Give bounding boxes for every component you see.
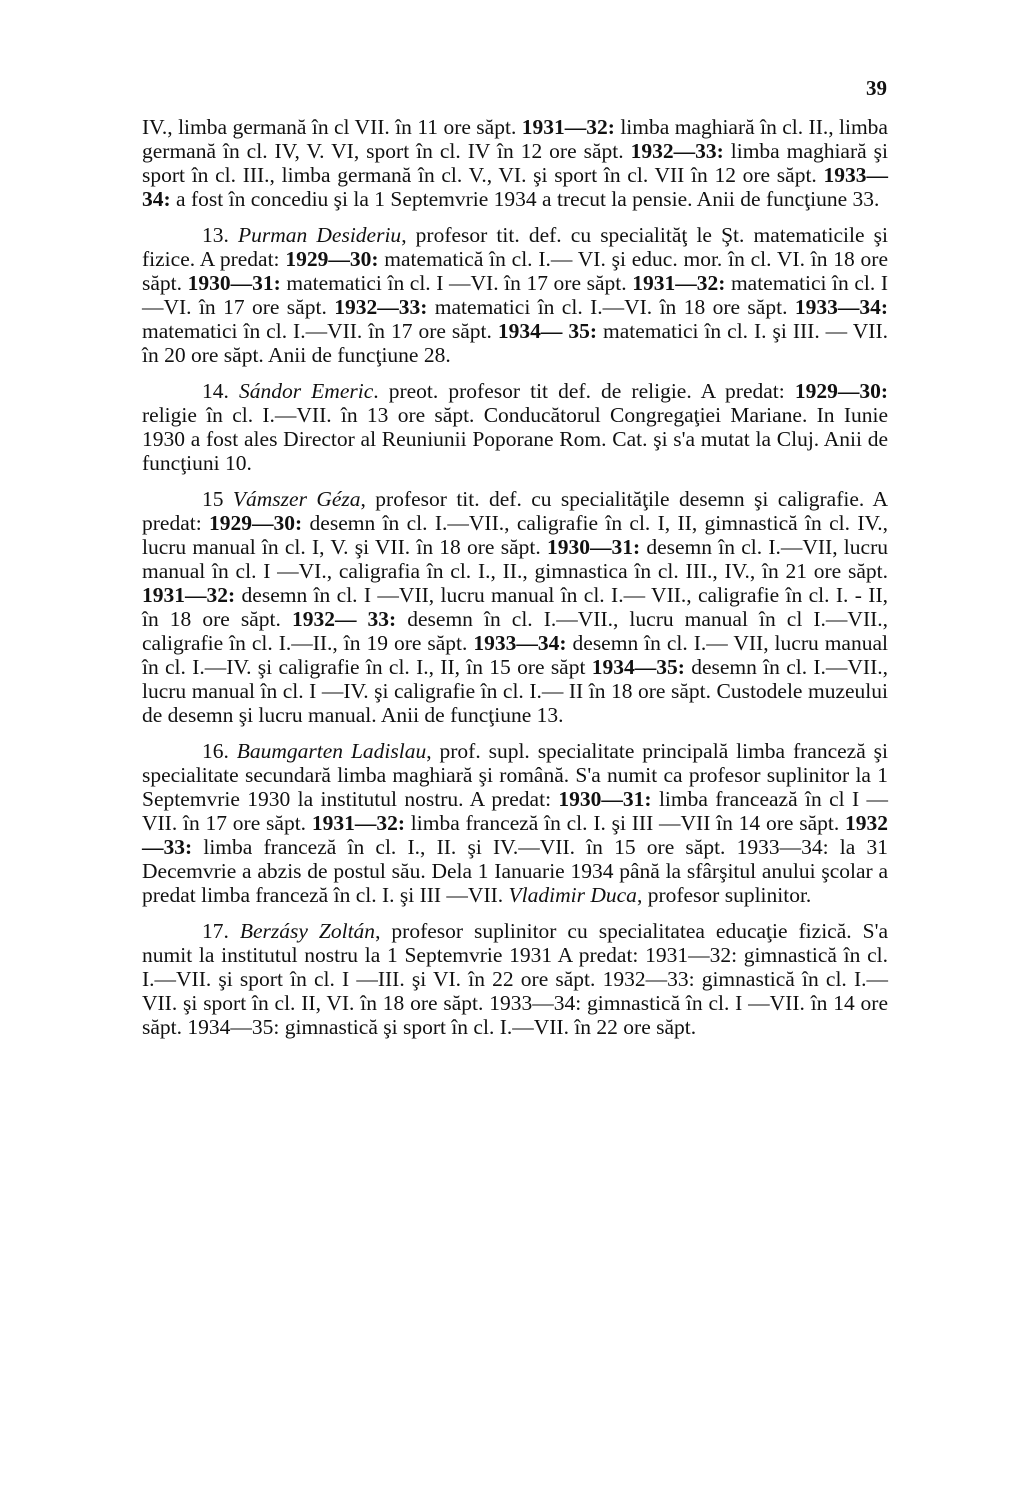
text-segment: matematici în cl. I.—VI. în 18 ore săpt. <box>427 295 795 319</box>
entry-13-purman-desideriu <box>142 223 888 367</box>
text-segment: , prof. supl. specialitate principală limba franceză şi specialitate secundară limba maghiară şi română. S'a numit ca profesor suplinitor la 1 Septemvrie 1930 la institutul nostru. A predat: <box>142 739 888 811</box>
person-name: Sándor Emeric <box>238 379 374 403</box>
text-segment: 17. <box>202 919 240 943</box>
text-segment: desemn în cl. I.—VII., lucru manual în cl. I —IV. şi caligrafie în cl. I.— II în 18 ore săpt. Custodele muzeului de desemn şi lucru manual. Anii de funcţiune 13. <box>142 655 889 727</box>
text-segment: matematici în cl. I —VI. în 17 ore săpt. <box>142 271 888 319</box>
school-year: 1934— 35: <box>497 319 597 343</box>
school-year: 1932—33: <box>142 811 888 859</box>
school-year: 1933—34: <box>142 163 888 211</box>
entry-16-baumgarten-ladislau <box>142 739 888 907</box>
text-segment: desemn în cl. I.—VII, lucru manual în cl. I —VI., caligrafia în cl. I., II., gimnastica în cl. III., IV., în 21 ore săpt. <box>142 535 888 583</box>
school-year: 1931—32: <box>632 271 726 295</box>
text-segment: limba maghiară şi sport în cl. III., limba germană în cl. V., VI. şi sport în cl. VII în 12 ore săpt. <box>142 139 888 187</box>
school-year: 1932—33: <box>630 139 724 163</box>
text-segment: desemn în cl. I.—VII., lucru manual în cl I.—VII., caligrafie în cl. I.—II., în 19 ore săpt. <box>142 607 889 655</box>
text-segment: matematici în cl. I —VI. în 17 ore săpt. <box>280 271 633 295</box>
text-segment: desemn în cl. I —VII, lucru manual în cl. I.— VII., caligrafie în cl. I. - II, în 18 ore săpt. <box>142 583 888 631</box>
text-segment: desemn în cl. I.— VII, lucru manual în cl. I.—IV. şi caligrafie în cl. I., II, în 15 ore săpt <box>142 631 888 679</box>
text-segment: 15 <box>202 487 233 511</box>
person-name: Berzásy Zoltán <box>239 919 376 943</box>
school-year: 1929—30: <box>285 247 379 271</box>
text-segment: , profesor tit. def. cu specialităţile desemn şi caligrafie. A predat: <box>142 487 888 535</box>
text-segment: a fost în concediu şi la 1 Septemvrie 1934 a trecut la pensie. Anii de funcţiune 33. <box>170 187 880 211</box>
school-year: 1932—33: <box>334 295 428 319</box>
school-year: 1933—34: <box>794 295 889 319</box>
text-segment: matematică în cl. I.— VI. şi educ. mor. în cl. VI. în 18 ore săpt. <box>142 247 888 295</box>
paragraph-continuation <box>142 115 888 211</box>
text-segment: 13. <box>202 223 238 247</box>
school-year: 1932— 33: <box>291 607 397 631</box>
text-segment: 16. <box>202 739 237 763</box>
school-year: 1931—32: <box>521 115 615 139</box>
text-segment: desemn în cl. I.—VII., caligrafie în cl. I, II, gimnastică în cl. IV., lucru manual în cl. I, V. şi VII. în 18 ore săpt. <box>142 511 889 559</box>
person-name: Vladimir Duca <box>508 883 637 907</box>
text-segment: . preot. profesor tit def. de religie. A predat: <box>373 379 795 403</box>
page-number: 39 <box>866 76 887 100</box>
entry-17-berzasy-zoltan <box>142 919 888 1039</box>
text-segment: 14. <box>202 379 239 403</box>
entry-14-sandor-emeric <box>142 379 888 475</box>
school-year: 1931—32: <box>311 811 406 835</box>
person-name: Baumgarten Ladislau <box>236 739 427 763</box>
school-year: 1931—32: <box>142 583 236 607</box>
school-year: 1933—34: <box>473 631 567 655</box>
text-segment: limba franceză în cl. I. şi III —VII în 14 ore săpt. <box>405 811 845 835</box>
school-year: 1929—30: <box>794 379 888 403</box>
school-year: 1930—31: <box>558 787 652 811</box>
text-segment: limba francează în cl I —VII. în 17 ore săpt. <box>142 787 888 835</box>
text-segment: religie în cl. I.—VII. în 13 ore săpt. Conducătorul Congregaţiei Mariane. In Iunie 1930 a fost ales Director al Reuniunii Poporane Rom. Cat. şi s'a mutat la Cluj. Anii de funcţiuni 10. <box>142 403 888 475</box>
school-year: 1930—31: <box>187 271 281 295</box>
school-year: 1934—35: <box>591 655 685 679</box>
text-segment: matematici în cl. I.—VII. în 17 ore săpt. <box>142 319 498 343</box>
person-name: Purman Desideriu <box>238 223 402 247</box>
text-segment: , profesor suplinitor. <box>636 883 812 907</box>
text-segment: limba maghiară în cl. II., limba germană în cl. IV, V. VI, sport în cl. IV în 12 ore săpt. <box>142 115 888 163</box>
text-segment: , profesor suplinitor cu specialitatea educaţie fizică. S'a numit la institutul nostru la 1 Septemvrie 1931 A predat: 1931—32: gimnastică în cl. I.—VII. şi sport în cl. I —III. şi VI. în 22 ore săpt. 1932—33: gimnastică în cl. I.—VII. şi sport în cl. II, VI. în 18 ore săpt. 1933—34: gimnastică în cl. I —VII. în 14 ore săpt. 1934—35: gimnastică şi sport în cl. I.—VII. în 22 ore săpt. <box>142 919 888 1039</box>
text-segment: matematici în cl. I. şi III. — VII. în 20 ore săpt. Anii de funcţiune 28. <box>142 319 888 367</box>
text-segment: limba franceză în cl. I., II. şi IV.—VII. în 15 ore săpt. 1933—34: la 31 Decemvrie a abzis de postul său. Dela 1 Ianuarie 1934 până la sfârşitul anului şcolar a predat limba franceză în cl. I. şi III —VII. <box>142 835 888 907</box>
entry-15-vamszer-geza <box>142 487 888 727</box>
text-segment: , profesor tit. def. cu specialităţ le Şt. matematicile şi fizice. A predat: <box>142 223 888 271</box>
person-name: Vámszer Géza <box>232 487 361 511</box>
school-year: 1930—31: <box>546 535 641 559</box>
school-year: 1929—30: <box>209 511 303 535</box>
text-segment: IV., limba germană în cl VII. în 11 ore săpt. <box>142 115 522 139</box>
text-body <box>142 115 888 1039</box>
